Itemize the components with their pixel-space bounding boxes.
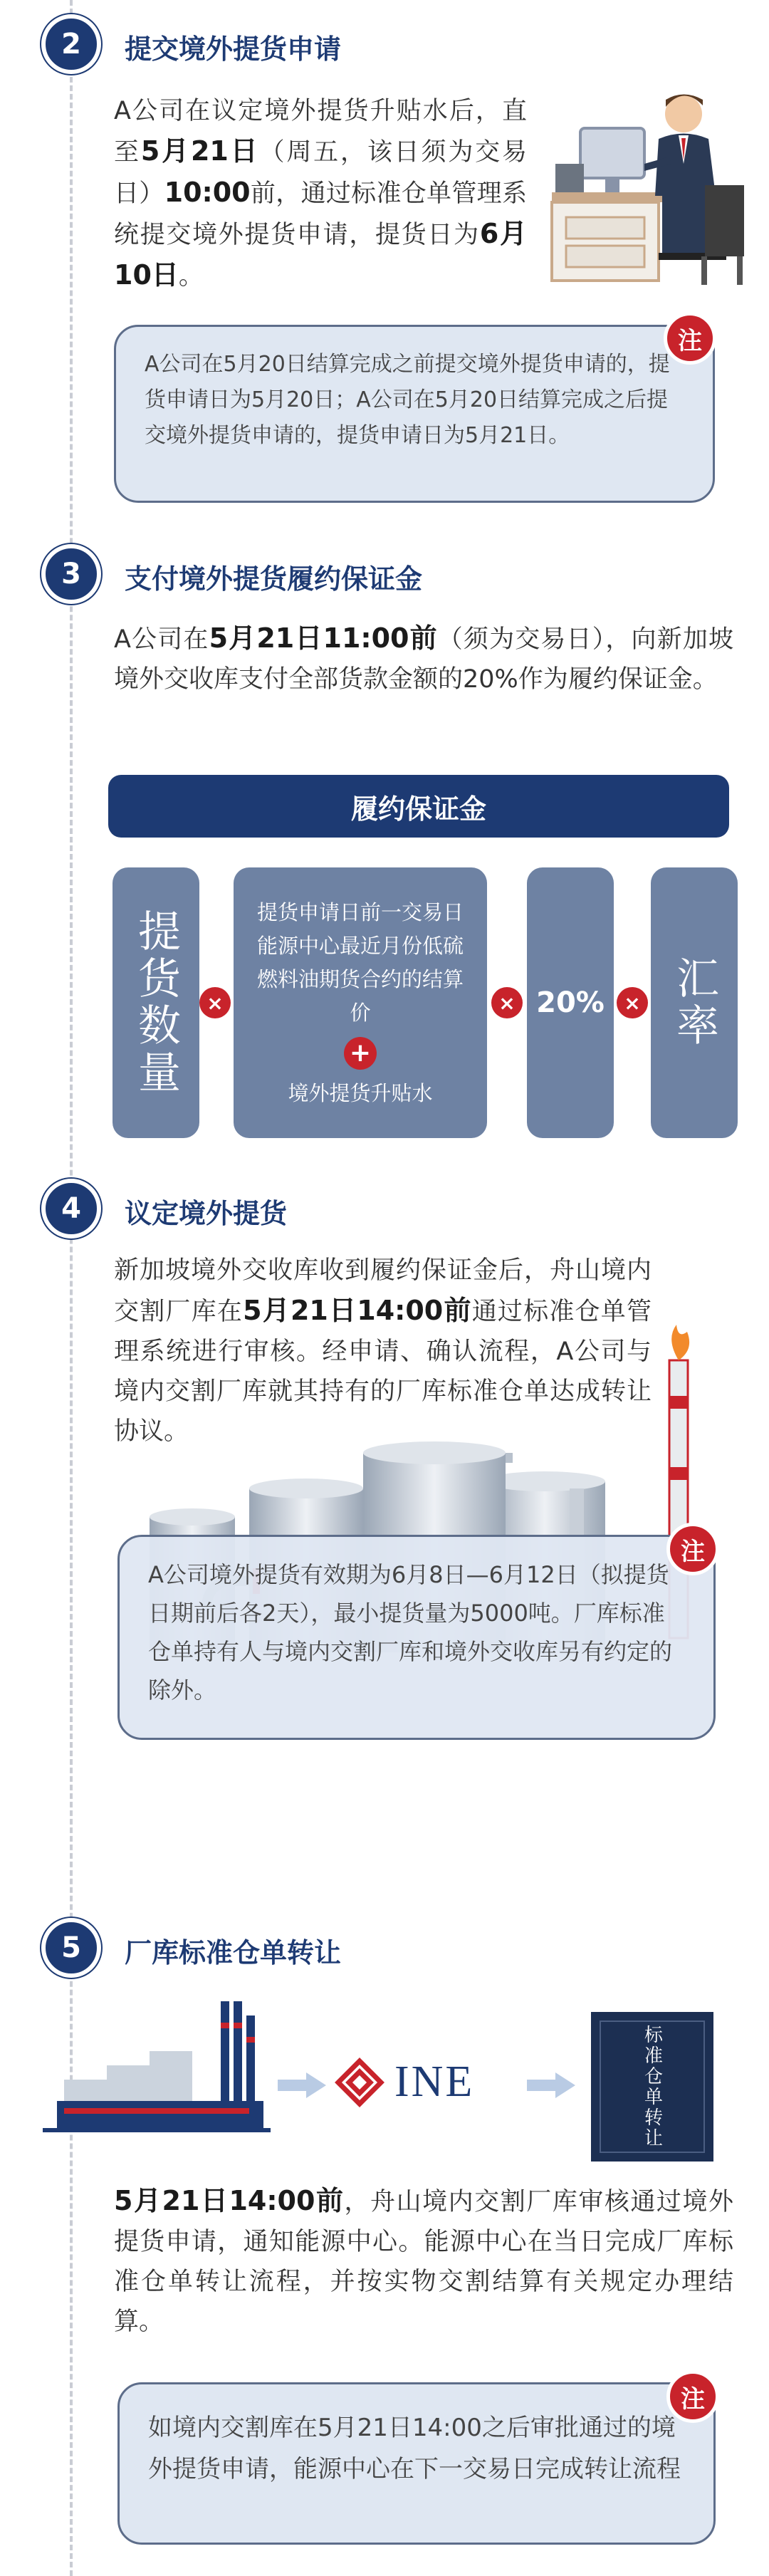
formula-box-exchange-rate: 汇率 xyxy=(651,867,738,1138)
ine-logo-mark-icon xyxy=(335,2058,384,2107)
step-5-text: 5月21日14:00前，舟山境内交割厂库审核通过境外提货申请，通知能源中心。能源中心在当日完成厂库标准仓单转让流程，并按实物交割结算有关规定办理结算。 xyxy=(114,2185,733,2336)
step-4-badge: 4 xyxy=(41,1179,101,1239)
note-badge: 注 xyxy=(666,1523,719,1575)
formula-box-quantity: 提货数量 xyxy=(113,867,199,1138)
step-5-title: 厂库标准仓单转让 xyxy=(125,1937,342,1968)
ine-logo: INE xyxy=(335,2057,474,2107)
step-3-badge: 3 xyxy=(41,544,101,604)
multiply-icon: × xyxy=(199,987,231,1018)
step-3-text: A公司在5月21日11:00前（须为交易日），向新加坡境外交收库支付全部货款金额的20%作为履约保证金。 xyxy=(114,622,733,694)
arrow-icon xyxy=(278,2071,328,2100)
step-2-title: 提交境外提货申请 xyxy=(125,33,342,65)
plus-icon: + xyxy=(344,1037,377,1070)
step-2-badge: 2 xyxy=(41,14,101,74)
factory-illustration xyxy=(43,1994,271,2137)
step-5-badge: 5 xyxy=(41,1918,101,1978)
formula-box-rate: 20% xyxy=(527,867,614,1138)
formula-box-price: 提货申请日前一交易日能源中心最近月份低硫燃料油期货合约的结算价 + 境外提货升贴水 xyxy=(234,867,487,1138)
warehouse-receipt-document: 标准仓单转让 xyxy=(591,2012,713,2162)
timeline-line xyxy=(70,0,73,2576)
step-2-note: A公司在5月20日结算完成之前提交境外提货申请的，提货申请日为5月20日；A公司在5月20日结算完成之后提交境外提货申请的，提货申请日为5月21日。 xyxy=(114,325,715,503)
step-4-note: A公司境外提货有效期为6月8日—6月12日（拟提货日期前后各2天），最小提货量为5000吨。厂库标准仓单持有人与境内交割厂库和境外交收库另有约定的除外。 xyxy=(117,1535,716,1740)
arrow-icon xyxy=(527,2071,577,2100)
step-5-note: 如境内交割库在5月21日14:00之后审批通过的境外提货申请，能源中心在下一交易日完成转让流程 xyxy=(117,2382,716,2545)
office-worker-illustration xyxy=(538,78,751,292)
step-4-title: 议定境外提货 xyxy=(125,1198,288,1229)
note-badge: 注 xyxy=(666,2370,719,2423)
multiply-icon: × xyxy=(617,987,648,1018)
formula-title-bar: 履约保证金 xyxy=(108,775,729,838)
step-4-text: 新加坡境外交收库收到履约保证金后，舟山境内交割厂库在5月21日14:00前通过标准仓单管理系统进行审核。经申请、确认流程，A公司与境内交割厂库就其持有的厂库标准仓单达成转让协议。 xyxy=(114,1256,652,1446)
step-2-text: A公司在议定境外提货升贴水后，直至5月21日（周五，该日须为交易日）10:00前，通过标准仓单管理系统提交境外提货申请，提货日为6月10日。 xyxy=(114,97,527,291)
multiply-icon: × xyxy=(491,987,523,1018)
note-badge: 注 xyxy=(664,312,716,365)
step-3-title: 支付境外提货履约保证金 xyxy=(125,563,423,595)
